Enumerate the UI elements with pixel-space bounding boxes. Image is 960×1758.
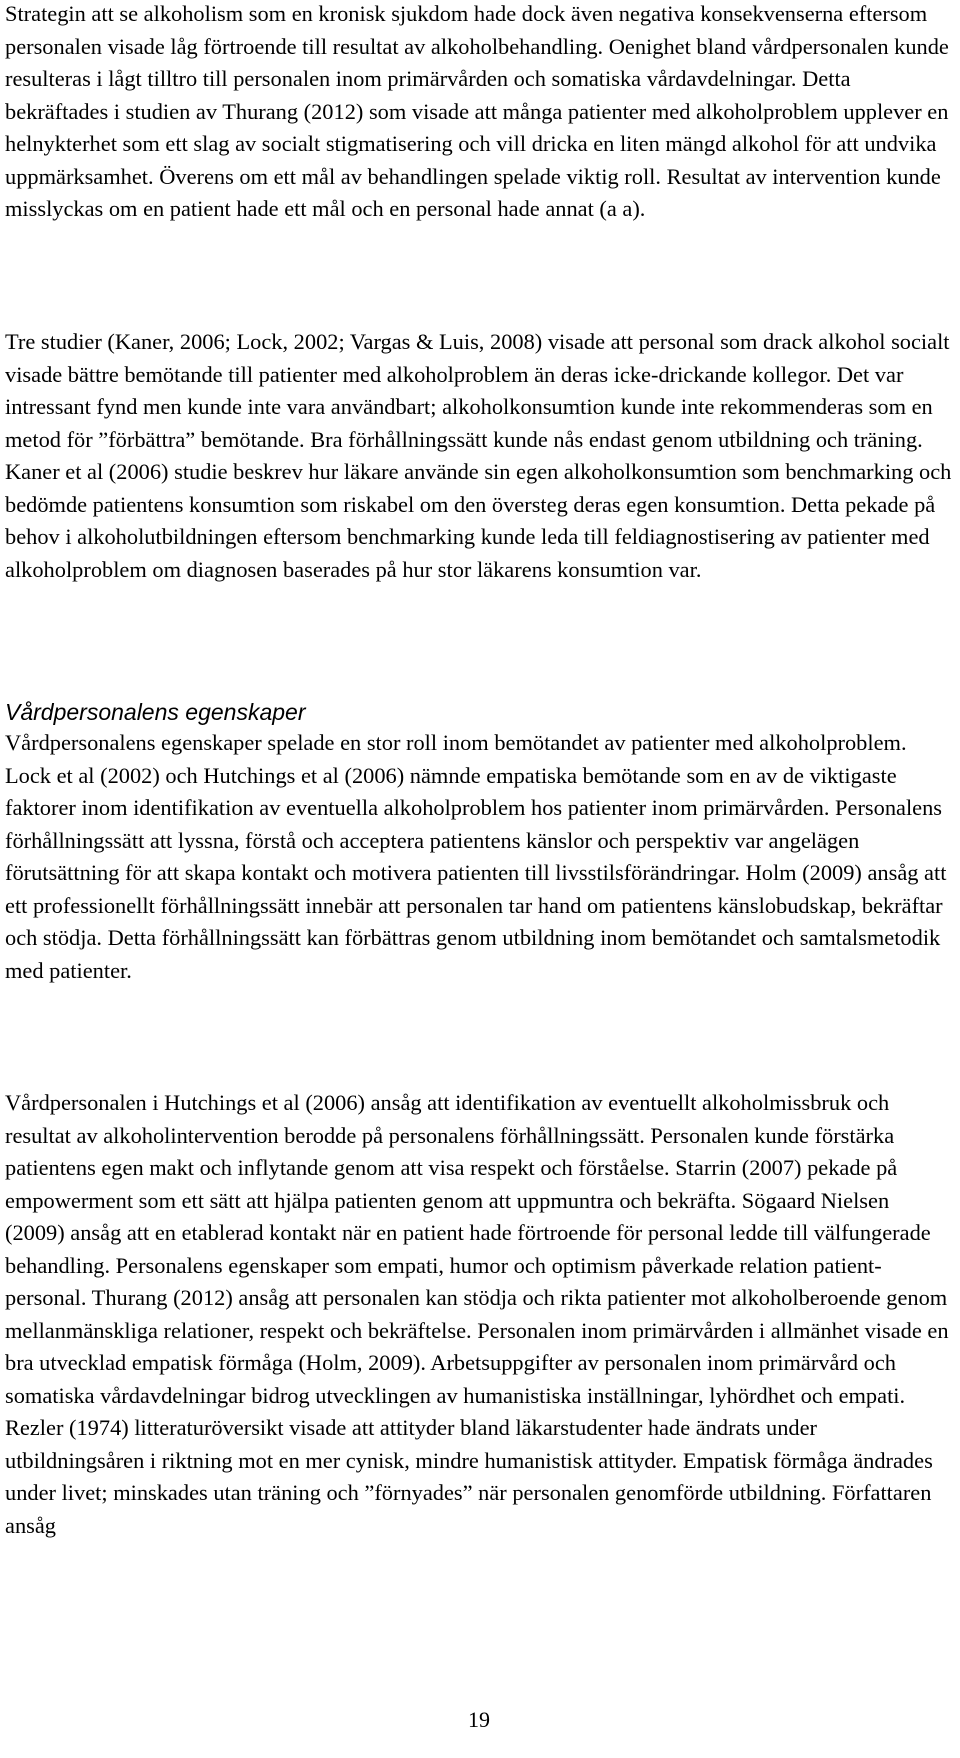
body-paragraph: Vårdpersonalen i Hutchings et al (2006) ansåg att identifikation av eventuellt alkoholmissbruk och resultat av alkoholintervention berodde på personalens förhållningssätt. Personalen kunde förstärka patientens egen makt och inflytande genom att visa respekt och förståelse. Starrin (2007) pekade på empowerment som ett sätt att hjälpa patienten genom att uppmuntra och bekräfta. Sögaard Nielsen (2009) ansåg att en etablerad kontakt när en patient hade förtroende för personal ledde till välfungerade behandling. Personalens egenskaper som empati, humor och optimism påverkade relation patient- personal. Thurang (2012) ansåg att personalen kan stödja och rikta patienter mot alkoholberoende genom mellanmänskliga relationer, respekt och bekräftelse. Personalen inom primärvården i allmänhet visade en bra utvecklad empatisk förmåga (Holm, 2009). Arbetsuppgifter av personalen inom primärvård och somatiska vårdavdelningar bidrog utvecklingen av humanistiska inställningar, lyhördhet och empati. Rezler (1974) litteraturöversikt visade att attityder bland läkarstudenter hade ändrats under utbildningsåren i riktning mot en mer cynisk, mindre humanistisk attityder. Empatisk förmåga ändrades under livet; minskades utan träning och ”förnyades” när personalen genomförde utbildning. Författaren ansåg <box>5 1090 949 1538</box>
section-heading: Vårdpersonalens egenskaper <box>5 699 306 725</box>
page-number: 19 <box>468 1707 490 1732</box>
body-paragraph: Tre studier (Kaner, 2006; Lock, 2002; Vargas & Luis, 2008) visade att personal som drack alkohol socialt visade bättre bemötande till patienter med alkoholproblem än deras icke-drickande kollegor. Det var intressant fynd men kunde inte vara användbart; alkoholkonsumtion kunde inte rekommenderas som en metod för ”förbättra” bemötande. Bra förhållningssätt kunde nås endast genom utbildning och träning. Kaner et al (2006) studie beskrev hur läkare använde sin egen alkoholkonsumtion som benchmarking och bedömde patientens konsumtion som riskabel om den översteg deras egen konsumtion. Detta pekade på behov i alkoholutbildningen eftersom benchmarking kunde leda till feldiagnostisering av patienter med alkoholproblem om diagnosen baserades på hur stor läkarens konsumtion var. <box>5 329 952 582</box>
body-paragraph: Vårdpersonalens egenskaper spelade en stor roll inom bemötandet av patienter med alkoholproblem. Lock et al (2002) och Hutchings et al (2006) nämnde empatiska bemötande som en av de viktigaste faktorer inom identifikation av eventuella alkoholproblem hos patienter inom primärvården. Personalens förhållningssätt att lyssna, förstå och acceptera patientens känslor och perspektiv var angelägen förutsättning för att skapa kontakt och motivera patienten till livsstilsförändringar. Holm (2009) ansåg att ett professionellt förhållningssätt innebär att personalen tar hand om patientens känslobudskap, bekräftar och stödja. Detta förhållningssätt kan förbättras genom utbildning inom bemötandet och samtalsmetodik med patienter. <box>5 730 947 983</box>
body-paragraph: Strategin att se alkoholism som en kronisk sjukdom hade dock även negativa konsekvenserna eftersom personalen visade låg förtroende till resultat av alkoholbehandling. Oenighet bland vårdpersonalen kunde resulteras i lågt tilltro till personalen inom primärvården och somatiska vårdavdelningar. Detta bekräftades i studien av Thurang (2012) som visade att många patienter med alkoholproblem upplever en helnykterhet som ett slag av socialt stigmatisering och vill dricka en liten mängd alkohol för att undvika uppmärksamhet. Överens om ett mål av behandlingen spelade viktig roll. Resultat av intervention kunde misslyckas om en patient hade ett mål och en personal hade annat (a a). <box>5 1 949 221</box>
